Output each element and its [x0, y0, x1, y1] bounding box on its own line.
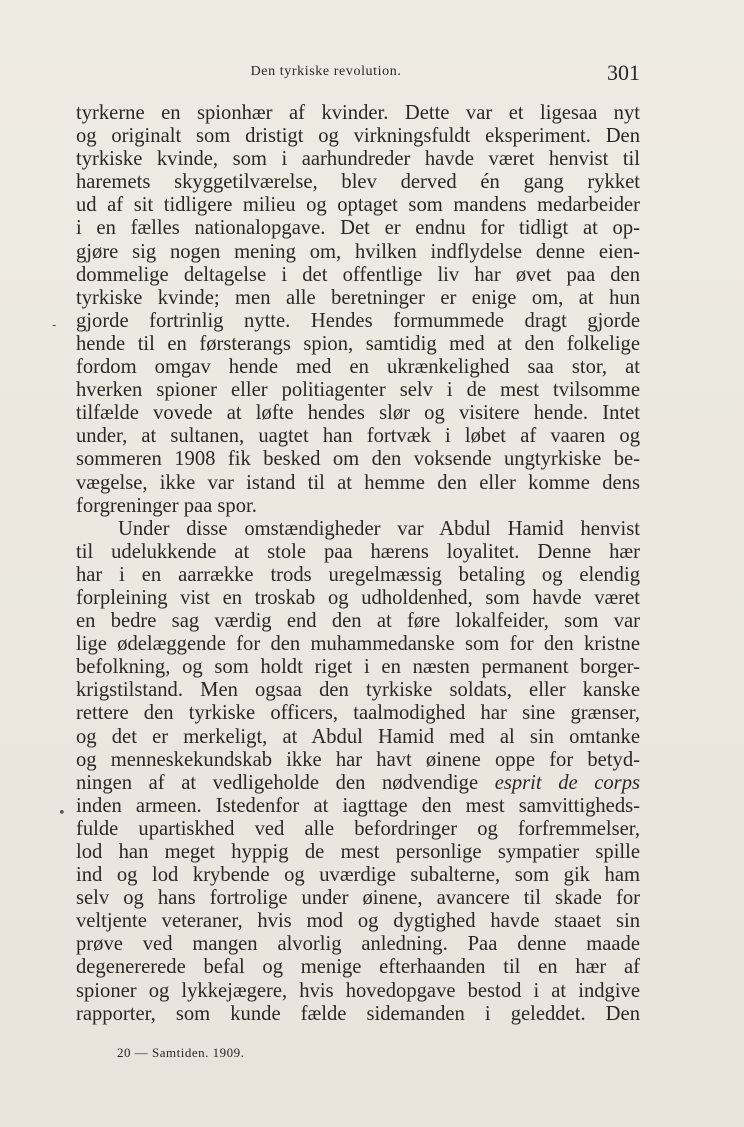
margin-dot: •	[58, 806, 66, 821]
text-line: gjøre sig nogen mening om, hvilken indflydelse denne eien-	[76, 240, 640, 263]
signature-line: 20 — Samtiden. 1909.	[117, 1045, 245, 1060]
text-line: tilfælde vovede at løfte hendes slør og visitere hende. Intet	[76, 402, 640, 425]
text-line: forgreninger paa spor.	[76, 494, 257, 517]
italic-phrase: esprit de corps	[494, 771, 640, 794]
paragraph-first-line: Under disse omstændigheder var Abdul Hamid henvist	[118, 517, 640, 540]
text-line-with-italic	[76, 772, 640, 795]
text-line: hende til en førsterangs spion, samtidig med at den folkelige	[76, 332, 640, 355]
text-line: fordom omgav hende med en ukrænkelighed saa stor, at	[76, 356, 640, 379]
text-line: under, at sultanen, uagtet han fortvæk i løbet af vaaren og	[76, 425, 640, 448]
text-line: krigstilstand. Men ogsaa den tyrkiske soldats, eller kanske	[76, 679, 640, 702]
text-line: en bedre sag værdig end den at føre lokalfeider, som var	[76, 610, 640, 633]
margin-dot: -	[52, 318, 57, 333]
text-line: tyrkiske kvinde; men alle beretninger er enige om, at hun	[76, 286, 640, 309]
text-line: prøve ved mangen alvorlig anledning. Paa denne maade	[76, 933, 640, 956]
text-segment: ningen af at vedligeholde den nødvendige	[76, 771, 479, 794]
text-line: ud af sit tidligere milieu og optaget som mandens medarbeider	[76, 194, 640, 217]
text-line: og originalt som dristigt og virkningsfuldt eksperiment. Den	[76, 125, 640, 148]
text-line: hverken spioner eller politiagenter selv i de mest tvilsomme	[76, 379, 640, 402]
text-line: fulde upartiskhed ved alle befordringer og forfremmelser,	[76, 817, 640, 840]
text-line: rapporter, som kunde fælde sidemanden i geleddet. Den	[76, 1002, 640, 1025]
text-line: vægelse, ikke var istand til at hemme den eller komme dens	[76, 471, 640, 494]
text-line: degenererede befal og menige efterhaanden til en hær af	[76, 956, 640, 979]
text-line: lod han meget hyppig de mest personlige sympatier spille	[76, 841, 640, 863]
text-line: selv og hans fortrolige under øinene, avancere til skade for	[76, 887, 640, 910]
text-line: sommeren 1908 fik besked om den voksende ungtyrkiske be-	[76, 448, 640, 471]
page-number: 301	[607, 60, 640, 85]
text-line: veltjente veteraner, hvis mod og dygtighed havde staaet sin	[76, 910, 640, 933]
body-text	[76, 102, 640, 1026]
text-line: haremets skyggetilværelse, blev derved én gang rykket	[76, 171, 640, 194]
text-line: dommelige deltagelse i det offentlige liv har øvet paa den	[76, 263, 640, 286]
running-title: Den tyrkiske revolution.	[250, 64, 402, 79]
text-line: spioner og lykkejægere, hvis hovedopgave bestod i at indgive	[76, 979, 640, 1002]
text-line: befolkning, og som holdt riget i en næsten permanent borger-	[76, 656, 640, 679]
text-line: inden armeen. Istedenfor at iagttage den mest samvittigheds-	[76, 794, 640, 817]
text-line: til udelukkende at stole paa hærens loyalitet. Denne hær	[76, 540, 640, 563]
text-line: og menneskekundskab ikke har havt øinene oppe for betyd-	[76, 748, 640, 771]
text-line: tyrkiske kvinde, som i aarhundreder havde været henvist til	[76, 148, 640, 171]
text-line: rettere den tyrkiske officers, taalmodighed har sine grænser,	[76, 702, 640, 725]
text-line: gjorde fortrinlig nytte. Hendes formummede dragt gjorde	[76, 309, 640, 332]
text-line: har i en aarrække trods uregelmæssig betaling og elendig	[76, 563, 640, 586]
text-line: tyrkerne en spionhær af kvinder. Dette var et ligesaa nyt	[76, 102, 640, 124]
running-head	[76, 60, 640, 88]
text-line: og det er merkeligt, at Abdul Hamid med al sin omtanke	[76, 725, 640, 748]
text-line: lige ødelæggende for den muhammedanske som for den kristne	[76, 633, 640, 656]
text-line: ind og lod krybende og uværdige subalterne, som gik ham	[76, 864, 640, 887]
text-line: i en fælles nationalopgave. Det er endnu for tidligt at op-	[76, 217, 640, 240]
text-line: forpleining vist en troskab og udholdenhed, som havde været	[76, 586, 640, 609]
